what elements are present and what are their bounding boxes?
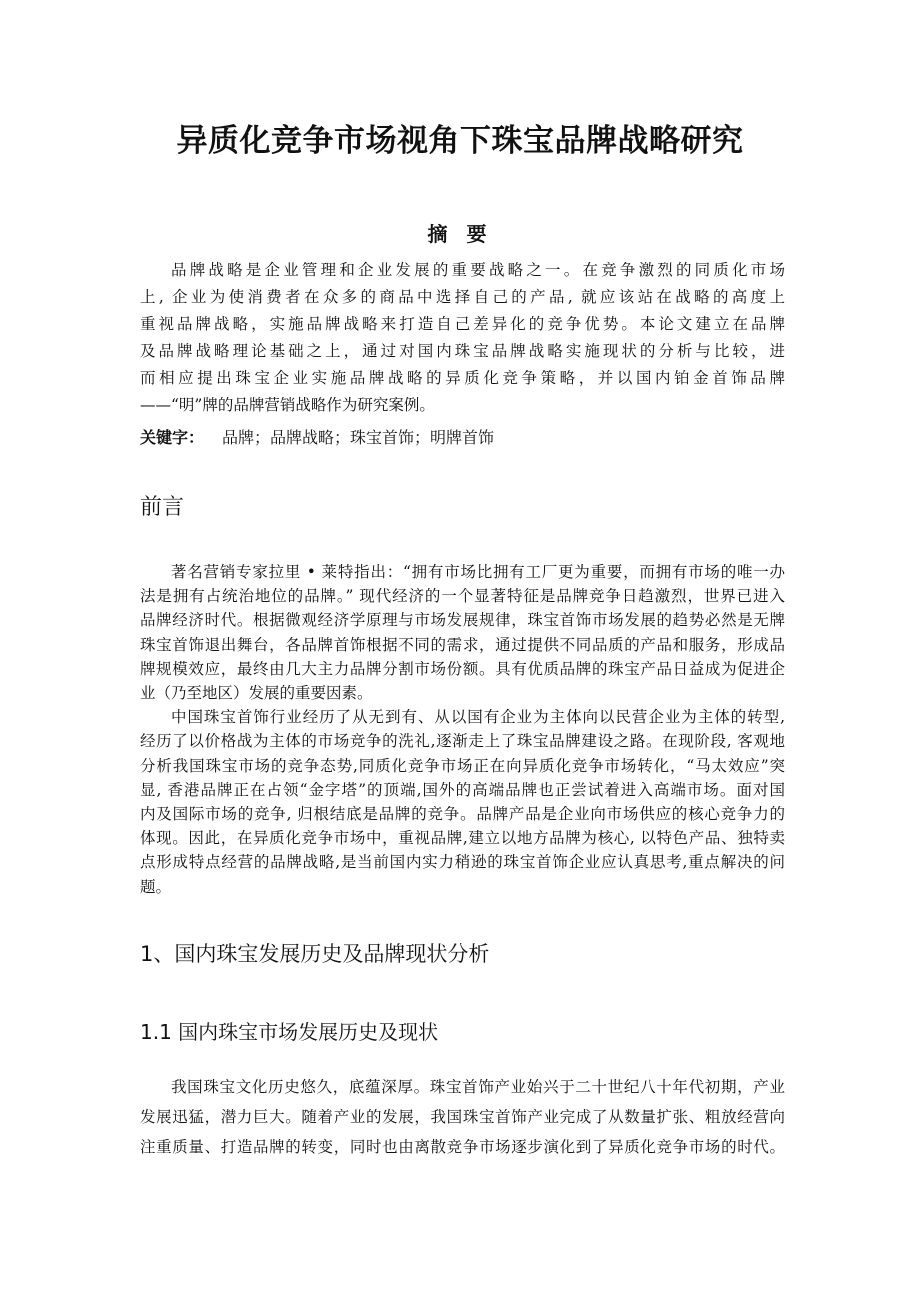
text-line: 及品牌战略理论基础之上，通过对国内珠宝品牌战略实施现状的分析与比较，进 bbox=[140, 342, 785, 360]
text-line: 珠宝首饰退出舞台，各品牌首饰根据不同的需求，通过提供不同品质的产品和服务，形成品 bbox=[140, 635, 785, 654]
section-1-1-heading: 1.1 国内珠宝市场发展历史及现状 bbox=[140, 1020, 439, 1044]
text-line: 显, 香港品牌正在占领“金字塔”的顶端,国外的高端品牌也正尝试着进入高端市场。面对国 bbox=[140, 780, 785, 799]
keywords bbox=[140, 425, 494, 448]
text-line: ——“明”牌的品牌营销战略作为研究案例。 bbox=[140, 396, 435, 414]
section-1-1-body bbox=[140, 1072, 785, 1162]
keywords-value: 品牌；品牌战略；珠宝首饰；明牌首饰 bbox=[222, 428, 495, 447]
text-line: 上, 企业为使消费者在众多的商品中选择自己的产品, 就应该站在战略的高度上 bbox=[140, 288, 785, 306]
text-line: 注重质量、打造品牌的转变，同时也由离散竞争市场逐步演化到了异质化竞争市场的时代。 bbox=[140, 1138, 785, 1156]
text-line: 重视品牌战略，实施品牌战略来打造自己差异化的竞争优势。本论文建立在品牌 bbox=[140, 315, 785, 333]
keywords-label: 关键字： bbox=[140, 428, 205, 447]
text-line: 法是拥有占统治地位的品牌。” 现代经济的一个显著特征是品牌竞争日趋激烈，世界已进入 bbox=[140, 587, 785, 606]
text-line: 品牌经济时代。根据微观经济学原理与市场发展规律，珠宝首饰市场发展的趋势必然是无牌 bbox=[140, 611, 785, 630]
abstract-heading: 摘 要 bbox=[427, 222, 493, 246]
text-line: 发展迅猛，潜力巨大。随着产业的发展，我国珠宝首饰产业完成了从数量扩张、粗放经营向 bbox=[140, 1108, 785, 1126]
text-line: 经历了以价格战为主体的市场竞争的洗礼,逐渐走上了珠宝品牌建设之路。在现阶段, 客观地 bbox=[140, 732, 785, 751]
text-line: 牌规模效应，最终由几大主力品牌分割市场份额。具有优质品牌的珠宝产品日益成为促进企 bbox=[140, 659, 785, 678]
preface-heading: 前言 bbox=[140, 495, 185, 520]
abstract-paragraph bbox=[140, 257, 785, 419]
text-line: 题。 bbox=[140, 877, 172, 896]
text-line: 体现。因此，在异质化竞争市场中，重视品牌,建立以地方品牌为核心, 以特色产品、独特卖 bbox=[140, 829, 785, 848]
section-1-heading: 1、国内珠宝发展历史及品牌现状分析 bbox=[140, 942, 490, 966]
preface-body bbox=[140, 560, 785, 899]
text-line: 而相应提出珠宝企业实施品牌战略的异质化竞争策略，并以国内铂金首饰品牌 bbox=[140, 369, 785, 387]
text-line: 品牌战略是企业管理和企业发展的重要战略之一。在竞争激烈的同质化市场 bbox=[171, 261, 785, 279]
text-line: 业（乃至地区）发展的重要因素。 bbox=[140, 684, 373, 703]
text-line: 著名营销专家拉里 • 莱特指出：“拥有市场比拥有工厂更为重要，而拥有市场的唯一办 bbox=[171, 563, 785, 581]
document-title: 异质化竞争市场视角下珠宝品牌战略研究 bbox=[176, 123, 744, 159]
text-line: 内及国际市场的竞争, 归根结底是品牌的竞争。品牌产品是企业向市场供应的核心竞争力的 bbox=[140, 805, 785, 824]
text-line: 点形成特点经营的品牌战略,是当前国内实力稍逊的珠宝首饰企业应认真思考,重点解决的问 bbox=[140, 853, 785, 872]
text-line: 中国珠宝首饰行业经历了从无到有、从以国有企业为主体向以民营企业为主体的转型, bbox=[171, 708, 785, 727]
text-line: 分析我国珠宝市场的竞争态势,同质化竞争市场正在向异质化竞争市场转化，“马太效应”突 bbox=[140, 756, 785, 775]
text-line: 我国珠宝文化历史悠久，底蕴深厚。珠宝首饰产业始兴于二十世纪八十年代初期，产业 bbox=[171, 1078, 785, 1096]
